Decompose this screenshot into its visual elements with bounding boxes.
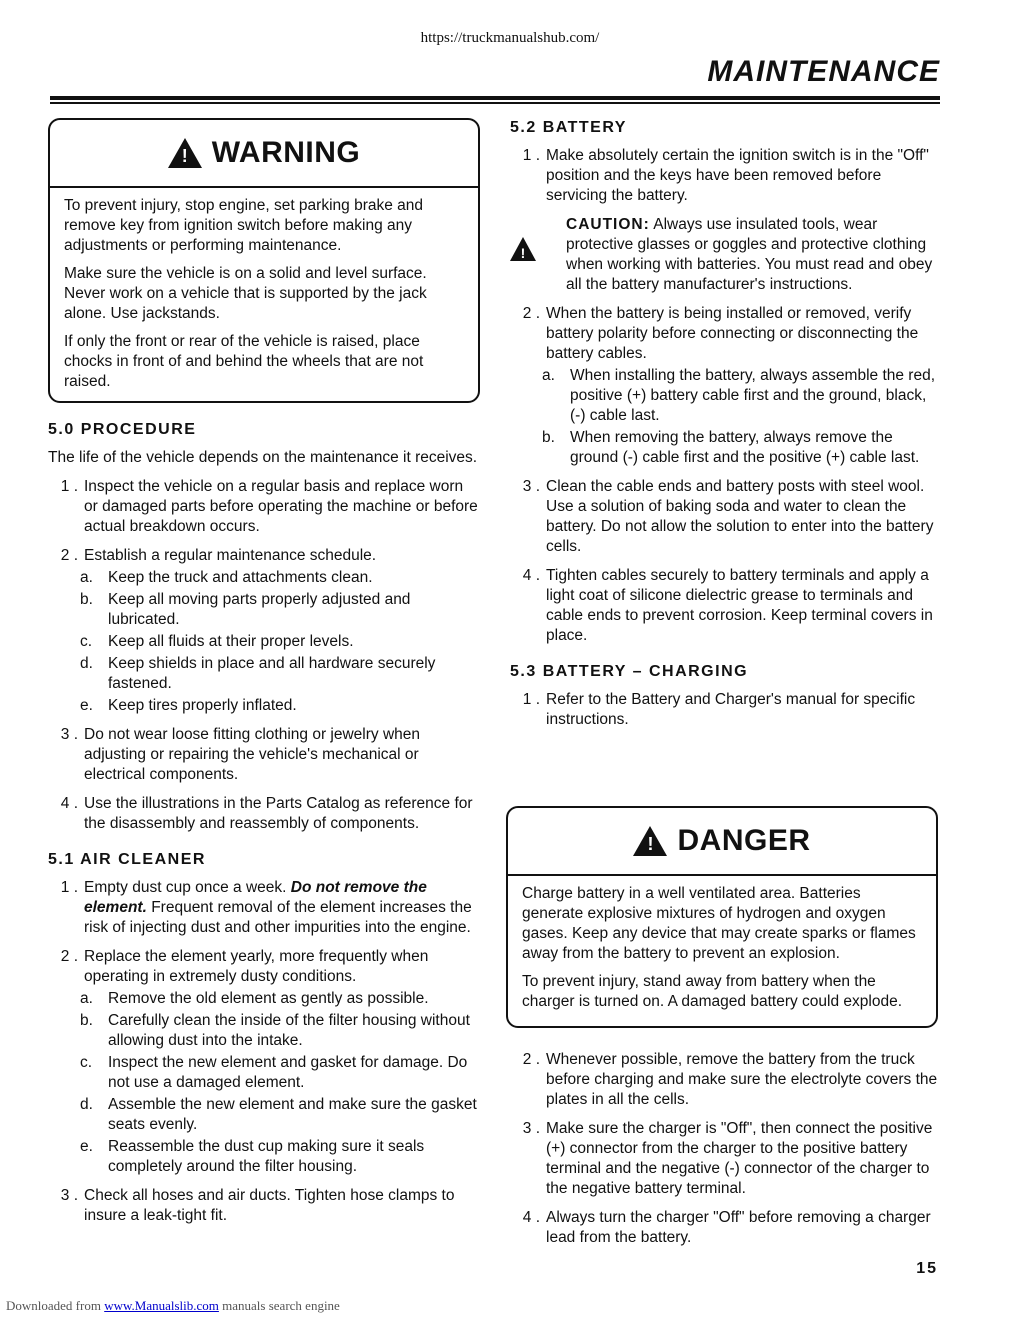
danger-triangle-icon: ! — [633, 826, 667, 856]
sub-item: d. Assemble the new element and make sure the gasket seats evenly. — [80, 1096, 477, 1133]
sub-item: b. Carefully clean the inside of the filter housing without allowing dust into the intake. — [80, 1012, 470, 1049]
charging-steps — [510, 1050, 938, 1248]
list-item: 3 . Make sure the charger is "Off", then connect the positive (+) connector from the charger to the positive battery terminal and the negative (-) connector of the charger to the negative battery terminal. — [522, 1120, 933, 1197]
manualslib-link[interactable]: www.Manualslib.com — [104, 1298, 219, 1313]
page-number: 15 — [916, 1260, 938, 1277]
list-item: 2 . When the battery is being installed or removed, verify battery polarity before connecting or disconnecting the battery cables. — [522, 305, 919, 362]
danger-header — [508, 808, 936, 876]
header-rule-thin — [50, 102, 940, 104]
list-item: 4 . Tighten cables securely to battery terminals and apply a light coat of silicone dielectric grease to terminals and cable ends to prevent corrosion. Keep terminal covers in place. — [522, 567, 933, 644]
warning-heading: WARNING — [211, 136, 361, 169]
sub-item: e. Reassemble the dust cup making sure it seals completely around the filter housing. — [80, 1138, 425, 1175]
caution-text: Always use insulated tools, wear protective glasses or goggles and protective clothing when working with batteries. You must read and obey all the battery manufacturer's instructions. — [566, 216, 933, 293]
footer: Downloaded from www.Manualslib.com manuals search engine — [6, 1298, 340, 1313]
air-cleaner-heading: 5.1 AIR CLEANER — [48, 851, 206, 868]
sub-item: d. Keep shields in place and all hardware securely fastened. — [80, 655, 436, 692]
danger-heading: DANGER — [677, 824, 811, 857]
danger-paragraph: Charge battery in a well ventilated area. Batteries generate explosive mixtures of hydrogen and oxygen gases. Keep any device that may create sparks or flames away from the battery to prevent an explosion. — [522, 885, 916, 962]
list-item: 2 . Whenever possible, remove the battery from the truck before charging and make sure the electrolyte covers the plates in all the cells. — [522, 1051, 938, 1108]
sub-item: c. Keep all fluids at their proper levels. — [80, 633, 354, 650]
list-item: 2 . Replace the element yearly, more frequently when operating in extremely dusty conditions. — [60, 948, 429, 985]
warning-paragraph: To prevent injury, stop engine, set parking brake and remove key from ignition switch before making any adjustments or performing maintenance. — [64, 197, 424, 254]
list-item: 4 . Use the illustrations in the Parts Catalog as reference for the disassembly and reassembly of components. — [60, 795, 473, 832]
danger-paragraph: To prevent injury, stand away from battery when the charger is turned on. A damaged battery could explode. — [522, 973, 902, 1010]
caution-triangle-icon: ! — [510, 237, 536, 261]
source-url: https://truckmanualshub.com/ — [420, 30, 600, 46]
sub-item: b. Keep all moving parts properly adjusted and lubricated. — [80, 591, 411, 628]
sub-item: a. When installing the battery, always assemble the red, positive (+) battery cable first and the ground, black, (-) cable last. — [542, 367, 936, 424]
list-item: 4 . Always turn the charger "Off" before removing a charger lead from the battery. — [522, 1209, 931, 1246]
header-rule — [50, 96, 940, 100]
caution-label: CAUTION: — [566, 216, 650, 233]
charging-heading: 5.3 BATTERY – CHARGING — [510, 663, 749, 680]
battery-heading: 5.2 BATTERY — [510, 119, 627, 136]
danger-box — [506, 806, 938, 1028]
list-item: 3 . Clean the cable ends and battery posts with steel wool. Use a solution of baking soda and water to clean the battery. Do not allow the solution to enter into the battery cells. — [522, 478, 934, 555]
list-item: 1 . Refer to the Battery and Charger's manual for specific instructions. — [522, 691, 916, 728]
list-item: 3 . Check all hoses and air ducts. Tighten hose clamps to insure a leak-tight fit. — [60, 1187, 455, 1224]
page-title: MAINTENANCE — [707, 55, 940, 88]
right-column — [510, 118, 938, 730]
list-item: 1 . Make absolutely certain the ignition switch is in the "Off" position and the keys have been removed before servicing the battery. — [522, 147, 929, 204]
left-column — [48, 420, 480, 1226]
sub-item: e. Keep tires properly inflated. — [80, 697, 297, 714]
sub-item: a. Remove the old element as gently as possible. — [80, 990, 429, 1007]
caution-note — [510, 215, 938, 295]
procedure-intro: The life of the vehicle depends on the maintenance it receives. — [48, 449, 478, 466]
sub-item: b. When removing the battery, always remove the ground (-) cable first and the positive (+) cable last. — [542, 429, 920, 466]
list-item: 1 . Inspect the vehicle on a regular basis and replace worn or damaged parts before operating the machine or before actual breakdown occurs. — [60, 478, 478, 535]
sub-item: a. Keep the truck and attachments clean. — [80, 569, 373, 586]
warning-paragraph: If only the front or rear of the vehicle is raised, place chocks in front of and behind the wheels that are not raised. — [64, 333, 424, 390]
warning-header — [50, 120, 478, 188]
procedure-heading: 5.0 PROCEDURE — [48, 421, 197, 438]
list-item: 3 . Do not wear loose fitting clothing or jewelry when adjusting or repairing the vehicle's mechanical or electrical components. — [60, 726, 421, 783]
warning-paragraph: Make sure the vehicle is on a solid and level surface. Never work on a vehicle that is supported by the jack alone. Use jackstands. — [64, 265, 427, 322]
list-item: 1 . Empty dust cup once a week. Do not remove the element. Frequent removal of the element increases the risk of injecting dust and other impurities into the engine. — [60, 879, 472, 936]
warning-triangle-icon: ! — [168, 138, 202, 168]
sub-item: c. Inspect the new element and gasket for damage. Do not use a damaged element. — [80, 1054, 468, 1091]
warning-box — [48, 118, 480, 403]
list-item: 2 . Establish a regular maintenance schedule. — [60, 547, 377, 564]
